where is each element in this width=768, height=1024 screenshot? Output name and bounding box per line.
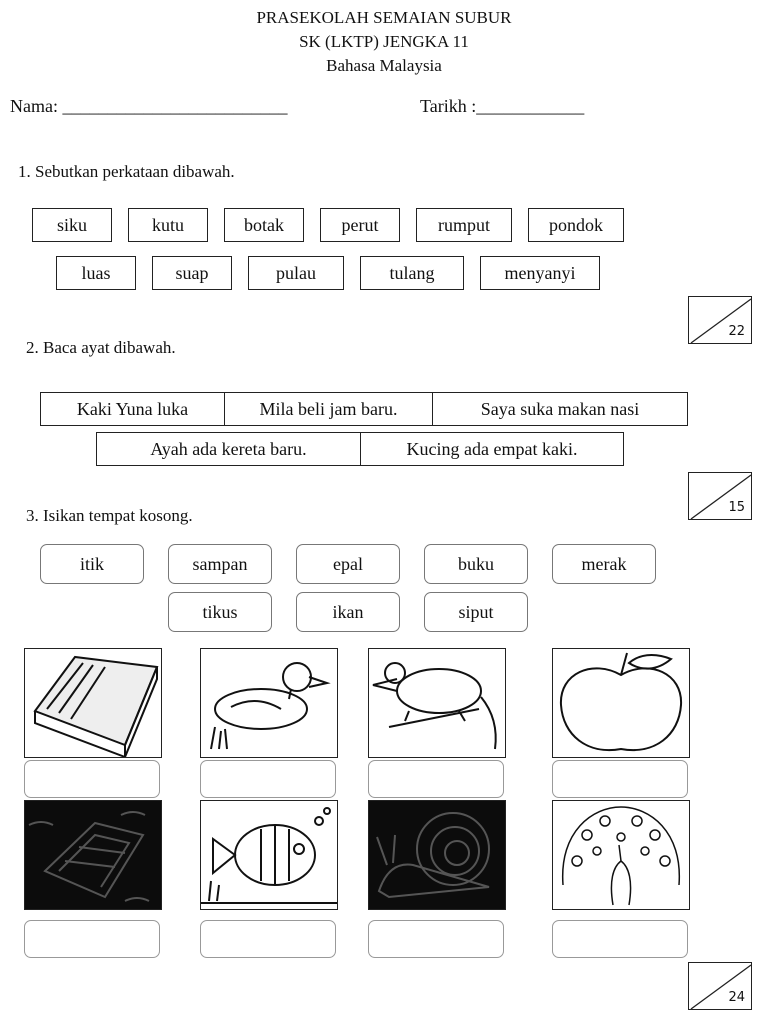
word-option: buku bbox=[424, 544, 528, 584]
apple-picture bbox=[552, 648, 690, 758]
sentence-box: Mila beli jam baru. bbox=[224, 392, 433, 426]
word-box: tulang bbox=[360, 256, 464, 290]
snail-icon bbox=[369, 801, 505, 909]
word-option: sampan bbox=[168, 544, 272, 584]
score-box[interactable] bbox=[688, 296, 752, 344]
word-box: kutu bbox=[128, 208, 208, 242]
section1-instruction: 1. Sebutkan perkataan dibawah. bbox=[18, 162, 235, 181]
word-box: siku bbox=[32, 208, 112, 242]
answer-field[interactable] bbox=[552, 920, 688, 958]
word-option: tikus bbox=[168, 592, 272, 632]
apple-icon bbox=[553, 649, 689, 757]
section3-instruction: 3. Isikan tempat kosong. bbox=[26, 506, 193, 525]
word-box: menyanyi bbox=[480, 256, 600, 290]
answer-field[interactable] bbox=[368, 760, 504, 798]
boat-picture bbox=[24, 800, 162, 910]
word-box: luas bbox=[56, 256, 136, 290]
school-title: PRASEKOLAH SEMAIAN SUBUR bbox=[256, 8, 512, 27]
boat-icon bbox=[25, 801, 161, 909]
mouse-icon bbox=[369, 649, 505, 757]
book-icon bbox=[25, 649, 161, 757]
word-box: rumput bbox=[416, 208, 512, 242]
answer-field[interactable] bbox=[368, 920, 504, 958]
mouse-picture bbox=[368, 648, 506, 758]
score-total: 15 bbox=[728, 500, 745, 515]
answer-field[interactable] bbox=[552, 760, 688, 798]
duck-picture bbox=[200, 648, 338, 758]
word-option: siput bbox=[424, 592, 528, 632]
book-picture bbox=[24, 648, 162, 758]
score-box[interactable] bbox=[688, 472, 752, 520]
date-field[interactable]: Tarikh :____________ bbox=[420, 96, 585, 116]
answer-field[interactable] bbox=[24, 760, 160, 798]
sentence-box: Ayah ada kereta baru. bbox=[96, 432, 361, 466]
score-total: 22 bbox=[728, 324, 745, 339]
word-box: pondok bbox=[528, 208, 624, 242]
word-option: merak bbox=[552, 544, 656, 584]
score-total: 24 bbox=[728, 990, 745, 1005]
peacock-picture bbox=[552, 800, 690, 910]
answer-field[interactable] bbox=[200, 760, 336, 798]
word-box: perut bbox=[320, 208, 400, 242]
name-field[interactable]: Nama: _________________________ bbox=[10, 96, 288, 116]
word-option: itik bbox=[40, 544, 144, 584]
word-box: pulau bbox=[248, 256, 344, 290]
word-box: botak bbox=[224, 208, 304, 242]
subject-title: Bahasa Malaysia bbox=[326, 56, 442, 75]
word-option: epal bbox=[296, 544, 400, 584]
sentence-box: Kucing ada empat kaki. bbox=[360, 432, 624, 466]
word-box: suap bbox=[152, 256, 232, 290]
school-subtitle: SK (LKTP) JENGKA 11 bbox=[299, 32, 469, 51]
answer-field[interactable] bbox=[24, 920, 160, 958]
section2-instruction: 2. Baca ayat dibawah. bbox=[26, 338, 176, 357]
fish-icon bbox=[201, 801, 337, 909]
word-option: ikan bbox=[296, 592, 400, 632]
sentence-box: Kaki Yuna luka bbox=[40, 392, 225, 426]
duck-icon bbox=[201, 649, 337, 757]
score-box[interactable] bbox=[688, 962, 752, 1010]
snail-picture bbox=[368, 800, 506, 910]
sentence-box: Saya suka makan nasi bbox=[432, 392, 688, 426]
fish-picture bbox=[200, 800, 338, 910]
peacock-icon bbox=[553, 801, 689, 909]
answer-field[interactable] bbox=[200, 920, 336, 958]
